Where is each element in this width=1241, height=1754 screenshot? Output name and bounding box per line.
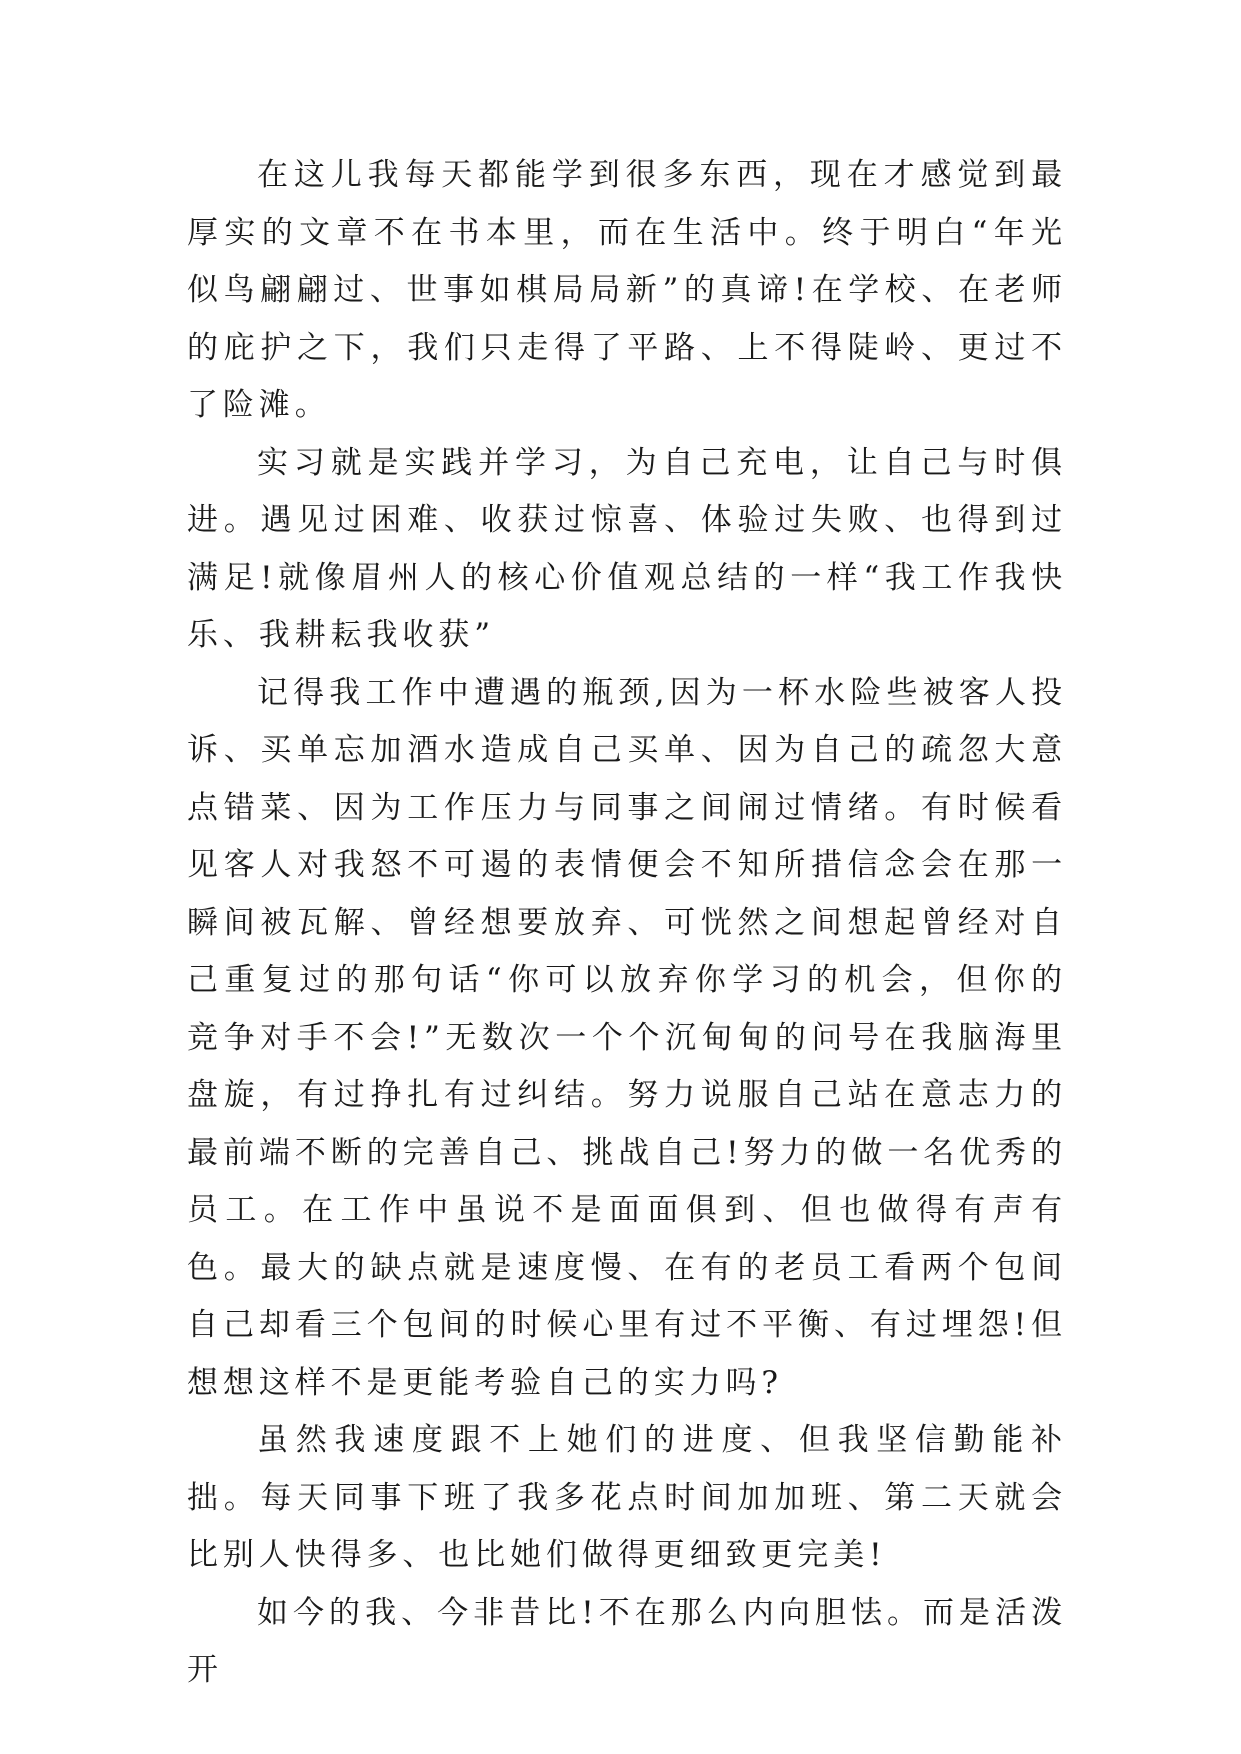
paragraph-3: 记得我工作中遭遇的瓶颈,因为一杯水险些被客人投诉、买单忘加酒水造成自己买单、因为自己的疏忽大意点错菜、因为工作压力与同事之间闹过情绪。有时候看见客人对我怒不可遏的表情便会不知所措信念会在那一瞬间被瓦解、曾经想要放弃、可恍然之间想起曾经对自己重复过的那句话“你可以放弃你学习的机会，但你的竞争对手不会!”无数次一个个沉甸甸的问号在我脑海里盘旋，有过挣扎有过纠结。努力说服自己站在意志力的最前端不断的完善自己、挑战自己!努力的做一名优秀的员工。在工作中虽说不是面面俱到、但也做得有声有色。最大的缺点就是速度慢、在有的老员工看两个包间自己却看三个包间的时候心里有过不平衡、有过埋怨!但想想这样不是更能考验自己的实力吗? — [187, 674, 1067, 1401]
paragraph-5: 如今的我、今非昔比!不在那么内向胆怯。而是活泼开 — [187, 1594, 1067, 1688]
paragraph-2: 实习就是实践并学习，为自己充电，让自己与时俱进。遇见过困难、收获过惊喜、体验过失败、也得到过满足!就像眉州人的核心价值观总结的一样“我工作我快乐、我耕耘我收获” — [187, 444, 1067, 653]
paragraph-1: 在这儿我每天都能学到很多东西，现在才感觉到最厚实的文章不在书本里，而在生活中。终于明白“年光似鸟翩翩过、世事如棋局局新”的真谛!在学校、在老师的庇护之下，我们只走得了平路、上不得陡岭、更过不了险滩。 — [187, 157, 1067, 423]
paragraph-4: 虽然我速度跟不上她们的进度、但我坚信勤能补拙。每天同事下班了我多花点时间加加班、第二天就会比别人快得多、也比她们做得更细致更完美! — [187, 1422, 1067, 1573]
document-body — [187, 147, 1067, 1700]
